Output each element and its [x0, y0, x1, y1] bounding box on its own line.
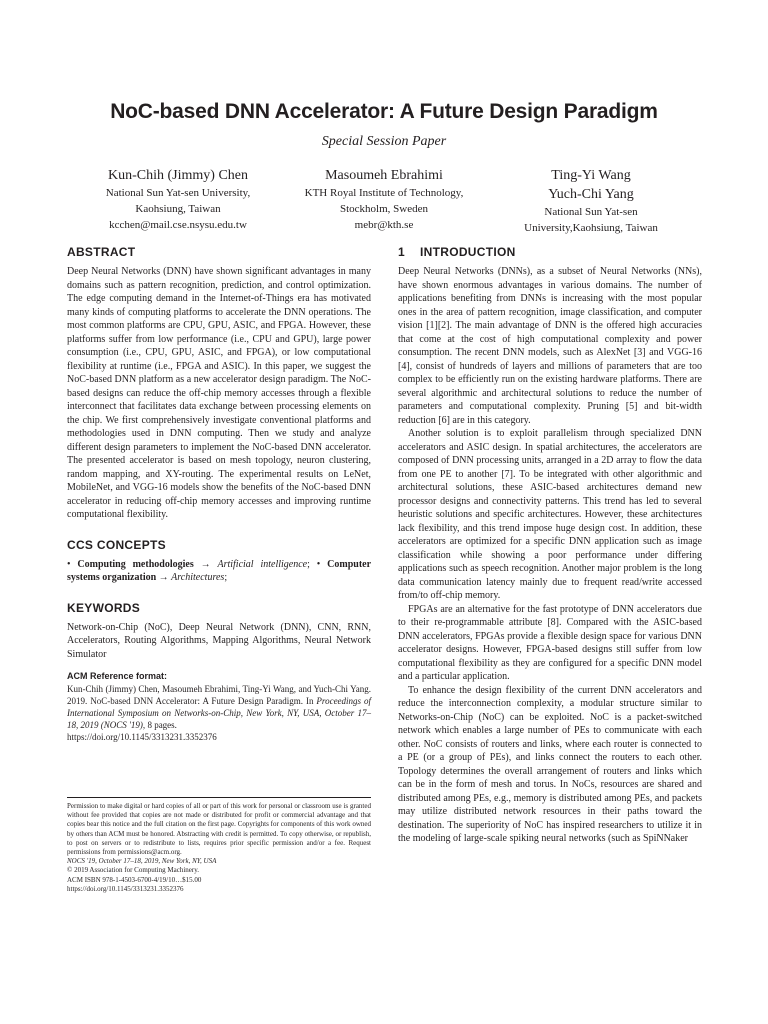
author-name: Yuch-Chi Yang [548, 187, 634, 202]
arrow: → [158, 572, 169, 583]
author-block [480, 166, 702, 236]
intro-paragraph: FPGAs are an alternative for the fast prototype of DNN accelerators due to their re-programmable attribute [8]. Compared with the ASIC-based DNN accelerators, FPGAs provide a flexible design space for various DNN accelerator designs. However, FPGA-based designs still suffer from low computational flexibility as they are configured for a specific DNN model and a particular application. [398, 603, 702, 682]
author-email[interactable]: kcchen@mail.cse.nsysu.edu.tw [109, 219, 247, 231]
ref-pages: 8 pages. [145, 720, 177, 730]
author-affiliation: University,Kaohsiung, Taiwan [524, 222, 658, 234]
intro-paragraph: To enhance the design flexibility of the current DNN accelerators and reduce the interconnection complexity, a modular structure similar to Networks-on-Chip (NoC) can be exploited. NoC is a packet-switched network which enables a large number of PEs to communicate with each other. NoC consists of routers and links, where each router is connected to a PE (or a group of PEs), and links connect the routers to each other. Topology determines the overall arrangement of routers and links which can be in the form of mesh and torus. In NoCs, resources are shared and distributed among PEs, e.g., memory is distributed among PEs, and packets may utilize distributed network resources in their paths toward the destination. The superiority of NoC has inspired researchers to utilize it in the modeling of large-scale spiking neural networks (such as SpiNNaker [398, 684, 702, 844]
isbn-line: ACM ISBN 978-1-4503-6700-4/19/10…$15.00 [67, 875, 202, 884]
ref-authors: Kun-Chih (Jimmy) Chen, Masoumeh Ebrahimi, Ting-Yi Wang, and Yuch-Chi Yang. 2019. NoC-based DNN Accelerator: A Future Design Paradigm. In [67, 684, 371, 706]
keywords-section [67, 601, 371, 662]
author-name: Kun-Chih (Jimmy) Chen [108, 168, 248, 183]
bullet: • [316, 558, 321, 570]
keywords-text: Network-on-Chip (NoC), Deep Neural Network (DNN), CNN, RNN, Accelerators, Routing Algorithms, Mapping Algorithms, Neural Network Simulator [67, 621, 371, 660]
section-number: 1 [398, 245, 405, 259]
conference-line [67, 857, 371, 866]
right-column [398, 245, 702, 846]
author-name: Masoumeh Ebrahimi [325, 168, 443, 183]
ccs-concept-sub: Artificial intelligence [217, 558, 308, 570]
author-affiliation: Stockholm, Sweden [340, 203, 428, 215]
acm-reference-heading: ACM Reference format: [67, 671, 168, 681]
abstract-text: Deep Neural Networks (DNN) have shown significant advantages in many domains such as pattern recognition, prediction, and control optimization. The edge computing demand in the Internet-of-Things era has motivated many kinds of computing platforms to accelerate the DNN operations. The most common platforms are CPU, GPU, ASIC, and FPGA. However, these platforms suffer from low performance (i.e., CPU and GPU), large power consumption (i.e., CPU, GPU, ASIC, and FPGA), or low computational flexibility at runtime (i.e., FPGA and ASIC). In this paper, we suggest the NoC-based DNN platform as a new accelerator design paradigm. The NoC-based designs can reduce the off-chip memory accesses through a flexible interconnect that facilitates data exchange between processing elements on the chip. We first comprehensively investigate conventional platforms and methodologies used in DNN computing. Then we study and analyze different design parameters to implement the NoC-based DNN accelerator. The presented accelerator is based on mesh topology, neuron clustering, random mapping, and XY-routing. The experimental results on LeNet, MobileNet, and VGG-16 models show the benefits of the NoC-based DNN accelerator in reducing off-chip memory accesses and improving runtime computational flexibility. [67, 266, 371, 520]
author-affiliation: National Sun Yat-sen University, [105, 187, 251, 199]
author-affiliation: National Sun Yat-sen [544, 206, 638, 218]
acm-reference [67, 671, 371, 743]
intro-heading [398, 245, 702, 259]
arrow: → [200, 558, 211, 570]
copyright-line: © 2019 Association for Computing Machinery. [67, 866, 200, 875]
ccs-section [67, 538, 371, 585]
paper-subtitle: Special Session Paper [321, 134, 447, 149]
section-title: INTRODUCTION [420, 245, 516, 259]
author-block [70, 166, 286, 233]
abstract-section [67, 245, 371, 522]
abstract-heading: ABSTRACT [67, 245, 136, 259]
copyright-footnote [67, 797, 371, 894]
author-name: Ting-Yi Wang [551, 168, 631, 183]
ccs-concept-sub: Architectures [171, 572, 225, 583]
ccs-heading: CCS CONCEPTS [67, 537, 166, 552]
author-affiliation: Kaohsiung, Taiwan [135, 203, 221, 215]
paper-title: NoC-based DNN Accelerator: A Future Design Paradigm [110, 100, 658, 123]
bullet: • [67, 558, 71, 570]
ref-venue: Proceedings of International Symposium on Networks-on-Chip, New York, NY, USA, October 17–18, 2019 (NOCS '19), [67, 696, 371, 730]
ccs-concept: Computing methodologies [77, 558, 194, 570]
keywords-heading: KEYWORDS [67, 600, 141, 615]
acm-reference-text [67, 683, 371, 743]
conference-text: NOCS '19, October 17–18, 2019, New York, NY, USA [67, 857, 217, 866]
ccs-text: • Computing methodologies → Artificial intelligence; • Computer systems organization → Architectures; [67, 558, 372, 583]
left-column [67, 245, 371, 743]
doi-line[interactable]: https://doi.org/10.1145/3313231.3352376 [67, 884, 184, 893]
ref-doi-link[interactable]: https://doi.org/10.1145/3313231.3352376 [67, 732, 217, 742]
author-email[interactable]: mebr@kth.se [354, 219, 414, 231]
ccs-concept: Computer systems organization [67, 558, 372, 583]
author-affiliation: KTH Royal Institute of Technology, [304, 187, 464, 199]
intro-paragraph: Deep Neural Networks (DNNs), as a subset of Neural Networks (NNs), have shown enormous advantages in various domains. The number of applications benefiting from DNNs is increasing with the most popular ones in the area of pattern recognition, image classification, and computer vision [1][2]. The main advantage of DNN is the offered high accuracies that come at the cost of high computational complexity and power consumption. The recent DNN models, such as AlexNet [3] and VGG-16 [4], consist of hundreds of layers and millions of parameters that are too complex to be efficiently run on the existing hardware platforms. There are several algorithmic and architectural solutions to reduce the number of parameters and computational complexity. Pruning [5] and bit-width reduction [6] are in this category. [398, 266, 702, 426]
intro-paragraph: Another solution is to exploit parallelism through specialized DNN accelerators and ASIC design. In spatial architectures, the accelerators are composed of DNN processing units, arranged in a 2D array to flow the data from one PE to another [7]. To be integrated with other algorithmic and architectural solutions, these ASIC-based architectures demand new processor designs and connectivity patterns. This trend has led to several heuristic solutions and specific architectures. However, these architectures lack flexibility, and this trend impose huge design cost. In addition, these accelerators are optimized for a specific DNN application such as image classification while showing a poor performance under differing applications such as speech recognition. Another major problem is the long data communication latency mainly due to frequent read/write accessed from/to off-chip memory. [398, 428, 702, 601]
author-block [276, 166, 492, 233]
permission-text: Permission to make digital or hard copies of all or part of this work for personal or classroom use is granted without fee provided that copies are not made or distributed for profit or commercial advantage and that copies bear this notice and the full citation on the first page. Copyrights for components of this work owned by others than ACM must be honored. Abstracting with credit is permitted. To copy otherwise, or republish, to post on servers or to redistribute to lists, requires prior specific permission and/or a fee. Request permissions from permissions@acm.org. [67, 802, 371, 857]
